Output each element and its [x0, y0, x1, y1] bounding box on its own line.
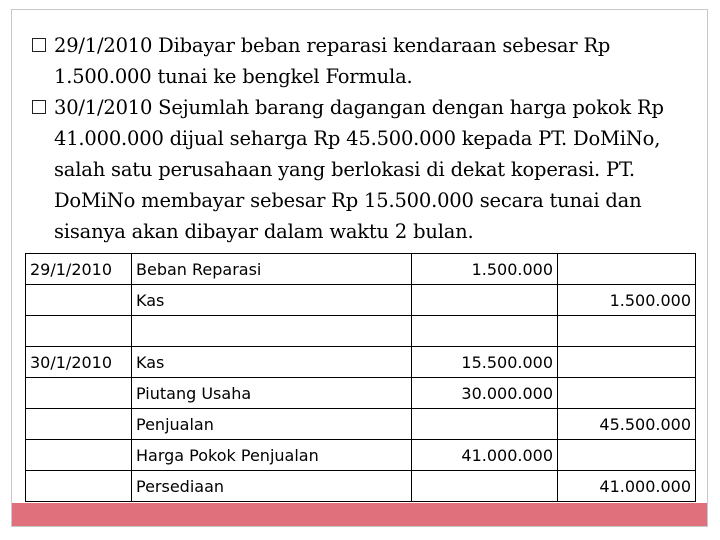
- bottom-accent-bar: [12, 503, 707, 526]
- debit-cell: 15.500.000: [412, 347, 558, 378]
- table-row: [26, 347, 696, 378]
- table-row: [26, 409, 696, 440]
- account-cell: Persediaan: [132, 471, 412, 502]
- credit-cell: 45.500.000: [558, 409, 696, 440]
- table-row: [26, 440, 696, 471]
- account-cell: [132, 316, 412, 347]
- bullet-item-29-1: [30, 30, 700, 92]
- table-row: [26, 378, 696, 409]
- account-cell: Penjualan: [132, 409, 412, 440]
- debit-cell: 1.500.000: [412, 254, 558, 285]
- debit-cell: 41.000.000: [412, 440, 558, 471]
- credit-cell: [558, 316, 696, 347]
- date-cell: 29/1/2010: [26, 254, 132, 285]
- credit-cell: [558, 254, 696, 285]
- account-cell: Kas: [132, 285, 412, 316]
- debit-cell: [412, 316, 558, 347]
- date-cell: [26, 378, 132, 409]
- debit-cell: 30.000.000: [412, 378, 558, 409]
- debit-cell: [412, 409, 558, 440]
- date-cell: [26, 409, 132, 440]
- table-row: [26, 316, 696, 347]
- credit-cell: 41.000.000: [558, 471, 696, 502]
- date-cell: [26, 285, 132, 316]
- account-cell: Kas: [132, 347, 412, 378]
- bullet-text: 29/1/2010 Dibayar beban reparasi kendaraan sebesar Rp 1.500.000 tunai ke bengkel Formula.: [54, 34, 611, 88]
- date-cell: [26, 316, 132, 347]
- bullet-list: [30, 30, 700, 247]
- account-cell: Harga Pokok Penjualan: [132, 440, 412, 471]
- checkbox-bullet-icon: [32, 100, 46, 114]
- credit-cell: [558, 347, 696, 378]
- date-cell: [26, 440, 132, 471]
- date-cell: 30/1/2010: [26, 347, 132, 378]
- credit-cell: [558, 378, 696, 409]
- account-cell: Piutang Usaha: [132, 378, 412, 409]
- bullet-text: 30/1/2010 Sejumlah barang dagangan dengan harga pokok Rp 41.000.000 dijual seharga Rp 45.500.000 kepada PT. DoMiNo, salah satu perusahaan yang berlokasi di dekat koperasi. PT. DoMiNo membayar sebesar Rp 15.500.000 secara tunai dan sisanya akan dibayar dalam waktu 2 bulan.: [54, 96, 664, 243]
- credit-cell: 1.500.000: [558, 285, 696, 316]
- table-row: [26, 254, 696, 285]
- debit-cell: [412, 471, 558, 502]
- table-row: [26, 285, 696, 316]
- account-cell: Beban Reparasi: [132, 254, 412, 285]
- credit-cell: [558, 440, 696, 471]
- debit-cell: [412, 285, 558, 316]
- bullet-item-30-1: [30, 92, 700, 247]
- date-cell: [26, 471, 132, 502]
- journal-table: [25, 253, 696, 502]
- table-row: [26, 471, 696, 502]
- checkbox-bullet-icon: [32, 38, 46, 52]
